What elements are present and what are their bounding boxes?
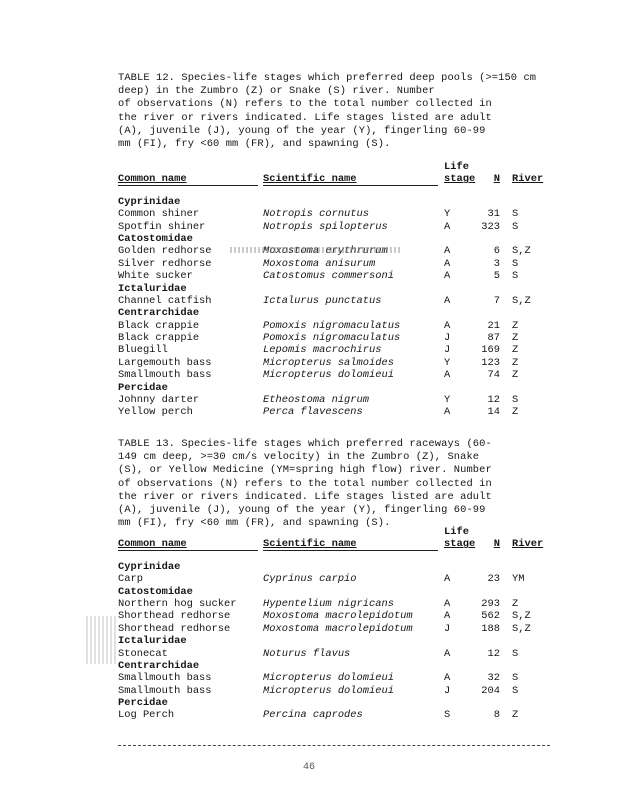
family-name: Percidae (118, 381, 168, 394)
count-cell: 562 (481, 610, 500, 623)
count-cell: 14 (487, 406, 500, 419)
count-cell: 188 (481, 622, 500, 635)
count-cell: 32 (487, 672, 500, 685)
page-number: 46 (302, 762, 315, 773)
family-name: Percidae (118, 697, 168, 710)
family-heading (118, 635, 550, 647)
common-name-cell: Smallmouth bass (118, 369, 212, 382)
life-stage-cell: Y (444, 208, 451, 221)
family-heading (118, 660, 550, 672)
life-stage-cell: Y (444, 394, 451, 407)
river-cell: S (512, 684, 519, 697)
count-cell: 5 (493, 270, 500, 283)
table-13-caption: TABLE 13. Species-life stages which preferred raceways (60- 149 cm deep, >=30 cm/s velocity) in the Zumbro (Z), Snake (S), or Yellow Medicine (YM=spring high flow) river. Number of observations (N) refers to the total number collected in the river or rivers indicated. Life stages listed are adult (A), juvenile (J), young of the year (Y), fingerling 60-99 mm (FI), fry <60 mm (FR), and spawning (S). (118, 438, 492, 530)
table-header-row-top (118, 526, 550, 538)
family-heading (118, 697, 550, 709)
scientific-name-cell: Ictalurus punctatus (263, 294, 382, 307)
table-header-row (118, 173, 550, 185)
common-name-cell: Yellow perch (118, 406, 193, 419)
common-name-cell: Bluegill (118, 344, 168, 357)
river-cell: Z (512, 356, 519, 369)
count-cell: 123 (481, 356, 500, 369)
scientific-name-cell: Moxostoma macrolepidotum (263, 622, 413, 635)
river-cell: S (512, 208, 519, 221)
family-heading (118, 382, 550, 394)
header-scientific-name: Scientific name (263, 173, 438, 186)
table-row (118, 369, 550, 381)
common-name-cell: Spotfin shiner (118, 220, 206, 233)
scientific-name-cell: Micropterus dolomieui (263, 369, 394, 382)
life-stage-cell: A (444, 406, 451, 419)
family-name: Catostomidae (118, 232, 193, 245)
header-n: N (493, 173, 500, 186)
river-cell: S (512, 220, 519, 233)
scientific-name-cell: Noturus flavus (263, 647, 351, 660)
common-name-cell: White sucker (118, 270, 193, 283)
river-cell: YM (512, 573, 525, 586)
header-n: N (493, 538, 500, 551)
scientific-name-cell: Micropterus dolomieui (263, 684, 394, 697)
header-scientific-name: Scientific name (263, 538, 438, 551)
scientific-name-cell: Percina caprodes (263, 709, 363, 722)
count-cell: 169 (481, 344, 500, 357)
river-cell: S,Z (512, 294, 531, 307)
common-name-cell: Smallmouth bass (118, 684, 212, 697)
header-stage: stage (444, 173, 476, 186)
river-cell: S (512, 270, 519, 283)
scientific-name-cell: Hypentelium nigricans (263, 597, 394, 610)
table-row (118, 208, 550, 220)
scan-artifact (86, 616, 116, 664)
life-stage-cell: A (444, 573, 451, 586)
life-stage-cell: A (444, 245, 451, 258)
count-cell: 8 (493, 709, 500, 722)
family-name: Catostomidae (118, 585, 193, 598)
table-13-bottom-rule (118, 745, 550, 746)
life-stage-cell: A (444, 294, 451, 307)
count-cell: 204 (481, 684, 500, 697)
table-13-body (118, 561, 550, 722)
table-12 (118, 161, 550, 419)
table-12-caption: TABLE 12. Species-life stages which preferred deep pools (>=150 cm deep) in the Zumbro (Z) or Snake (S) river. Number of observations (N) refers to the total number collected in the river or rivers indicated. Life stages listed are adult (A), juvenile (J), young of the year (Y), fingerling 60-99 mm (FI), fry <60 mm (FR), and spawning (S). (118, 72, 537, 151)
river-cell: Z (512, 406, 519, 419)
common-name-cell: Shorthead redhorse (118, 610, 231, 623)
table-row (118, 623, 550, 635)
table-header-row (118, 538, 550, 550)
family-heading (118, 233, 550, 245)
family-name: Cyprinidae (118, 195, 181, 208)
table-row (118, 406, 550, 418)
header-river: River (512, 538, 544, 551)
common-name-cell: Black crappie (118, 332, 200, 345)
scientific-name-cell: Moxostoma anisurum (263, 257, 376, 270)
table-row (118, 573, 550, 585)
life-stage-cell: Y (444, 356, 451, 369)
life-stage-cell: A (444, 319, 451, 332)
common-name-cell: Largemouth bass (118, 356, 212, 369)
life-stage-cell: J (444, 344, 451, 357)
header-stage: stage (444, 538, 476, 551)
family-heading (118, 196, 550, 208)
count-cell: 31 (487, 208, 500, 221)
header-river: River (512, 173, 544, 186)
life-stage-cell: J (444, 622, 451, 635)
table-row (118, 610, 550, 622)
river-cell: S,Z (512, 622, 531, 635)
life-stage-cell: S (444, 709, 451, 722)
family-name: Ictaluridae (118, 635, 187, 648)
common-name-cell: Channel catfish (118, 294, 212, 307)
scientific-name-cell: Perca flavescens (263, 406, 363, 419)
table-row (118, 394, 550, 406)
river-cell: S (512, 672, 519, 685)
common-name-cell: Smallmouth bass (118, 672, 212, 685)
count-cell: 12 (487, 647, 500, 660)
header-common-name: Common name (118, 173, 258, 186)
scientific-name-cell: Cyprinus carpio (263, 573, 357, 586)
table-row (118, 270, 550, 282)
table-row (118, 344, 550, 356)
common-name-cell: Johnny darter (118, 394, 200, 407)
scientific-name-cell: Etheostoma nigrum (263, 394, 370, 407)
table-row (118, 320, 550, 332)
table-row (118, 672, 550, 684)
table-row (118, 709, 550, 721)
life-stage-cell: A (444, 369, 451, 382)
river-cell: S,Z (512, 610, 531, 623)
common-name-cell: Black crappie (118, 319, 200, 332)
table-13 (118, 526, 550, 722)
life-stage-cell: A (444, 672, 451, 685)
scientific-name-cell: Lepomis macrochirus (263, 344, 382, 357)
river-cell: Z (512, 369, 519, 382)
table-row (118, 598, 550, 610)
common-name-cell: Northern hog sucker (118, 597, 237, 610)
life-stage-cell: A (444, 597, 451, 610)
river-cell: Z (512, 319, 519, 332)
table-row (118, 295, 550, 307)
common-name-cell: Shorthead redhorse (118, 622, 231, 635)
family-name: Ictaluridae (118, 282, 187, 295)
life-stage-cell: A (444, 610, 451, 623)
table-row (118, 332, 550, 344)
river-cell: S (512, 647, 519, 660)
life-stage-cell: J (444, 684, 451, 697)
table-row (118, 685, 550, 697)
scientific-name-cell: Micropterus dolomieui (263, 672, 394, 685)
river-cell: Z (512, 332, 519, 345)
family-heading (118, 586, 550, 598)
count-cell: 7 (493, 294, 500, 307)
count-cell: 21 (487, 319, 500, 332)
river-cell: Z (512, 709, 519, 722)
life-stage-cell: J (444, 332, 451, 345)
life-stage-cell: A (444, 270, 451, 283)
common-name-cell: Carp (118, 573, 143, 586)
scientific-name-cell: Pomoxis nigromaculatus (263, 332, 401, 345)
scientific-name-cell: Moxostoma erythrurum (263, 245, 388, 258)
header-common-name: Common name (118, 538, 258, 551)
header-life: Life (444, 526, 469, 538)
family-name: Centrarchidae (118, 307, 200, 320)
header-life: Life (444, 161, 469, 173)
scientific-name-cell: Moxostoma macrolepidotum (263, 610, 413, 623)
river-cell: Z (512, 344, 519, 357)
table-12-body (118, 196, 550, 419)
count-cell: 6 (493, 245, 500, 258)
table-row (118, 357, 550, 369)
family-heading (118, 283, 550, 295)
river-cell: S (512, 257, 519, 270)
table-row (118, 221, 550, 233)
family-name: Cyprinidae (118, 560, 181, 573)
life-stage-cell: A (444, 257, 451, 270)
table-row (118, 648, 550, 660)
table-row (118, 258, 550, 270)
count-cell: 3 (493, 257, 500, 270)
life-stage-cell: A (444, 220, 451, 233)
scan-artifact (230, 247, 400, 253)
scientific-name-cell: Notropis spilopterus (263, 220, 388, 233)
scientific-name-cell: Catostomus commersoni (263, 270, 394, 283)
family-name: Centrarchidae (118, 659, 200, 672)
scientific-name-cell: Micropterus salmoides (263, 356, 394, 369)
scientific-name-cell: Pomoxis nigromaculatus (263, 319, 401, 332)
river-cell: Z (512, 597, 519, 610)
count-cell: 323 (481, 220, 500, 233)
count-cell: 12 (487, 394, 500, 407)
count-cell: 87 (487, 332, 500, 345)
river-cell: S,Z (512, 245, 531, 258)
scientific-name-cell: Notropis cornutus (263, 208, 370, 221)
family-heading (118, 307, 550, 319)
common-name-cell: Golden redhorse (118, 245, 212, 258)
common-name-cell: Log Perch (118, 709, 175, 722)
river-cell: S (512, 394, 519, 407)
count-cell: 74 (487, 369, 500, 382)
common-name-cell: Stonecat (118, 647, 168, 660)
table-header-row-top (118, 161, 550, 173)
life-stage-cell: A (444, 647, 451, 660)
family-heading (118, 561, 550, 573)
count-cell: 23 (487, 573, 500, 586)
common-name-cell: Common shiner (118, 208, 200, 221)
count-cell: 293 (481, 597, 500, 610)
common-name-cell: Silver redhorse (118, 257, 212, 270)
